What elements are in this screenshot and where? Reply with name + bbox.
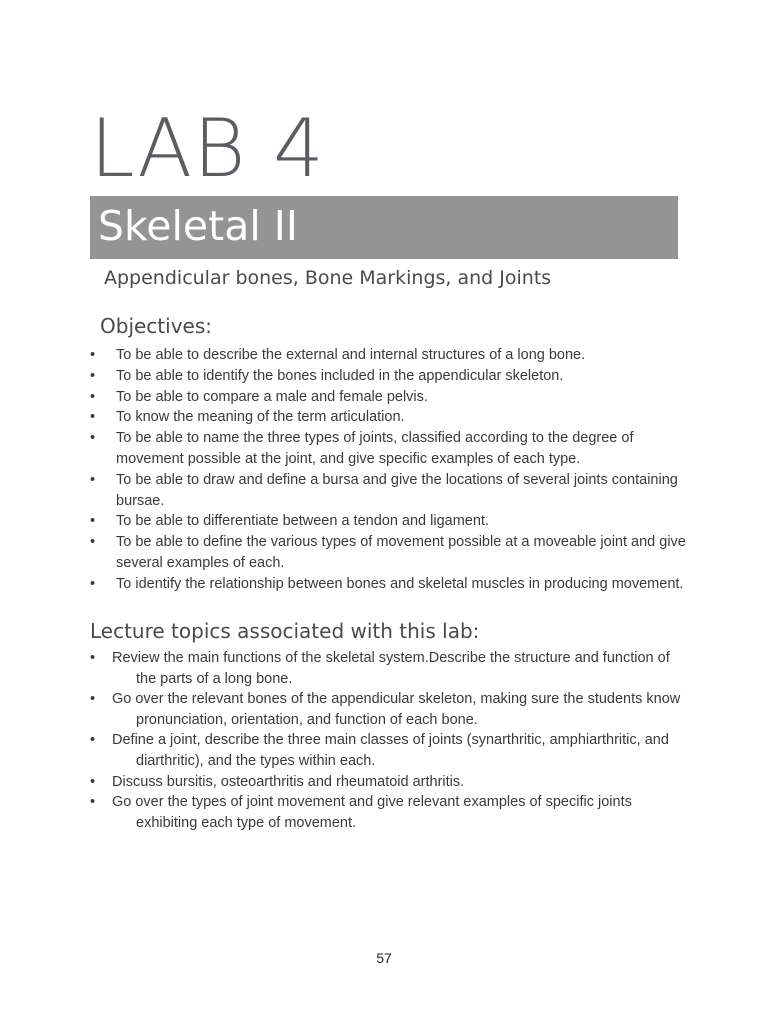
lab-number: LAB 4 [90,102,325,195]
bullet-icon: • [90,430,96,447]
topic-text: Go over the types of joint movement and give relevant examples of specific joints exhibiting each type of movement. [112,794,632,831]
chapter-subtitle: Appendicular bones, Bone Markings, and Joints [104,267,552,289]
objective-item [90,366,686,387]
objective-item [90,511,686,532]
objective-text: To be able to describe the external and internal structures of a long bone. [116,347,586,363]
topic-item [90,730,686,771]
topic-text: Discuss bursitis, osteoarthritis and rheumatoid arthritis. [112,773,465,790]
lecture-topics-list [90,648,686,833]
chapter-title: Skeletal II [98,202,298,250]
topic-text: Review the main functions of the skeletal system.Describe the structure and function of the parts of a long bone. [112,650,670,687]
objective-text: To know the meaning of the term articulation. [116,409,405,426]
bullet-icon: • [90,409,96,426]
title-bar [90,196,678,259]
bullet-icon: • [90,347,96,363]
bullet-icon: • [90,388,96,405]
topic-text: Define a joint, describe the three main classes of joints (synarthritic, amphiarthritic, and diarthritic), and the types within each. [112,732,669,769]
objective-text: To identify the relationship between bones and skeletal muscles in producing movement. [116,575,684,592]
objective-item [90,574,686,595]
bullet-icon: • [90,575,96,592]
objective-text: To be able to differentiate between a tendon and ligament. [116,513,489,530]
topic-item [90,772,686,793]
bullet-icon: • [90,773,96,790]
bullet-icon: • [90,732,96,749]
objective-text: To be able to compare a male and female pelvis. [116,388,428,405]
topic-item [90,689,686,730]
objective-item [90,345,686,366]
topic-text: Go over the relevant bones of the appendicular skeleton, making sure the students know pronunciation, orientation, and function of each bone. [112,691,681,728]
objectives-heading: Objectives: [100,314,212,338]
topic-item [90,648,686,689]
objective-item [90,428,686,470]
objectives-list [90,345,686,595]
bullet-icon: • [90,513,96,530]
objective-item [90,470,686,512]
bullet-icon: • [90,471,96,488]
bullet-icon: • [90,367,96,384]
bullet-icon: • [90,794,96,811]
bullet-icon: • [90,691,96,708]
objective-item [90,532,686,574]
topic-item [90,792,686,833]
bullet-icon: • [90,650,96,666]
objective-item [90,387,686,408]
objective-text: To be able to identify the bones included in the appendicular skeleton. [116,367,564,384]
lecture-topics-heading: Lecture topics associated with this lab: [90,619,480,643]
objective-text: To be able to define the various types of movement possible at a moveable joint and give several examples of each. [116,534,686,571]
objective-item [90,407,686,428]
page-number: 57 [376,950,392,966]
bullet-icon: • [90,534,96,551]
objective-text: To be able to name the three types of joints, classified according to the degree of movement possible at the joint, and give specific examples of each type. [116,430,634,467]
objective-text: To be able to draw and define a bursa and give the locations of several joints containing bursae. [116,471,678,509]
